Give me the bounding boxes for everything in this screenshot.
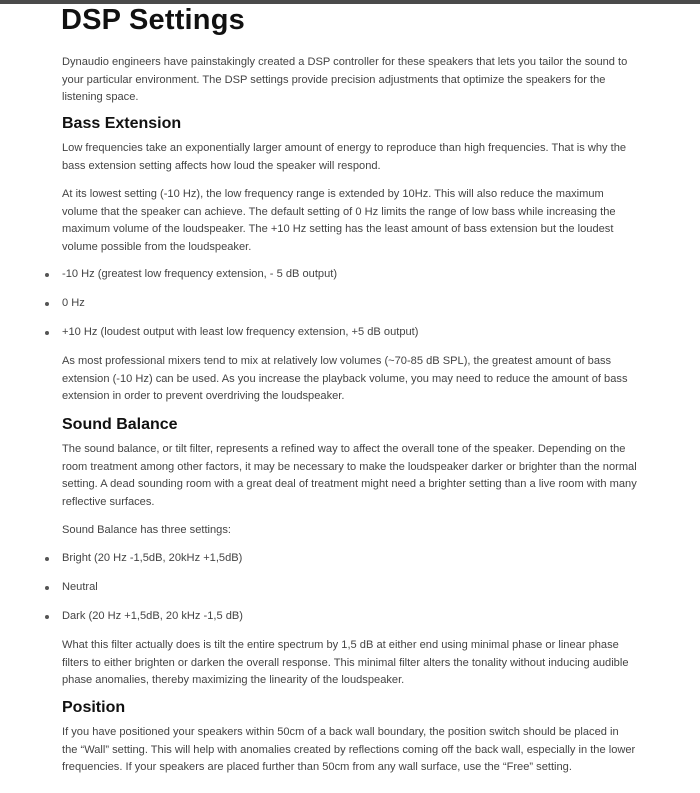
section-heading-bass-extension: Bass Extension [62,115,182,132]
bass-paragraph-1: Low frequencies take an exponentially larger amount of energy to reproduce than high frequencies. That is why the bass extension setting affects how loud the speaker will respond. [62,142,627,172]
page-title: DSP Settings [61,4,245,36]
balance-bullet-item: Neutral [62,581,98,593]
section-heading-sound-balance: Sound Balance [62,416,178,433]
bullet-dot [45,302,49,306]
bullet-dot [45,586,49,590]
bass-paragraph-2: At its lowest setting (-10 Hz), the low frequency range is extended by 10Hz. This will also reduce the maximum volume that the speaker can achieve. The default setting of 0 Hz limits the range of low bass while increasing the maximum volume of the loudspeaker. The +10 Hz setting has the least amount of bass extension but the loudest volume possible from the loudspeaker. [62,188,616,253]
balance-paragraph-2: Sound Balance has three settings: [62,524,231,536]
bullet-dot [45,615,49,619]
balance-paragraph-3: What this filter actually does is tilt the entire spectrum by 1,5 dB at either end using minimal phase or linear phase filters to either brighten or darken the overall response. This minimal filter alters the tonality without inducing audible phase anomalies, thereby maximizing the linearity of the loudspeaker. [62,639,629,687]
bullet-dot [45,273,49,277]
bass-bullet-item: 0 Hz [62,297,85,309]
balance-bullet-item: Dark (20 Hz +1,5dB, 20 kHz -1,5 dB) [62,610,243,622]
section-heading-position: Position [62,699,126,716]
balance-paragraph-1: The sound balance, or tilt filter, represents a refined way to affect the overall tone of the speaker. Depending on the room treatment among other factors, it may be necessary to make the loudspeaker darker or brighter than the normal setting. A dead sounding room with a great deal of treatment might need a brighter setting than a live room with many reflective surfaces. [62,443,637,508]
bullet-dot [45,557,49,561]
position-paragraph-1: If you have positioned your speakers within 50cm of a back wall boundary, the position switch should be placed in the “Wall” setting. This will help with anomalies created by reflections coming off the back wall, especially in the lower frequencies. If your speakers are placed further than 50cm from any wall surface, use the “Free” setting. [62,726,636,774]
bullet-dot [45,331,49,335]
bass-bullet-item: -10 Hz (greatest low frequency extension, - 5 dB output) [62,268,338,280]
intro-paragraph: Dynaudio engineers have painstakingly created a DSP controller for these speakers that lets you tailor the sound to your particular environment. The DSP settings provide precision adjustments that optimize the speakers for the listening space. [62,56,628,104]
bass-paragraph-3: As most professional mixers tend to mix at relatively low volumes (~70-85 dB SPL), the greatest amount of bass extension (-10 Hz) can be used. As you increase the playback volume, you may need to reduce the amount of bass extension in order to prevent overdriving the loudspeaker. [62,355,628,403]
balance-bullet-item: Bright (20 Hz -1,5dB, 20kHz +1,5dB) [62,552,243,564]
bass-bullet-item: +10 Hz (loudest output with least low frequency extension, +5 dB output) [62,326,419,338]
